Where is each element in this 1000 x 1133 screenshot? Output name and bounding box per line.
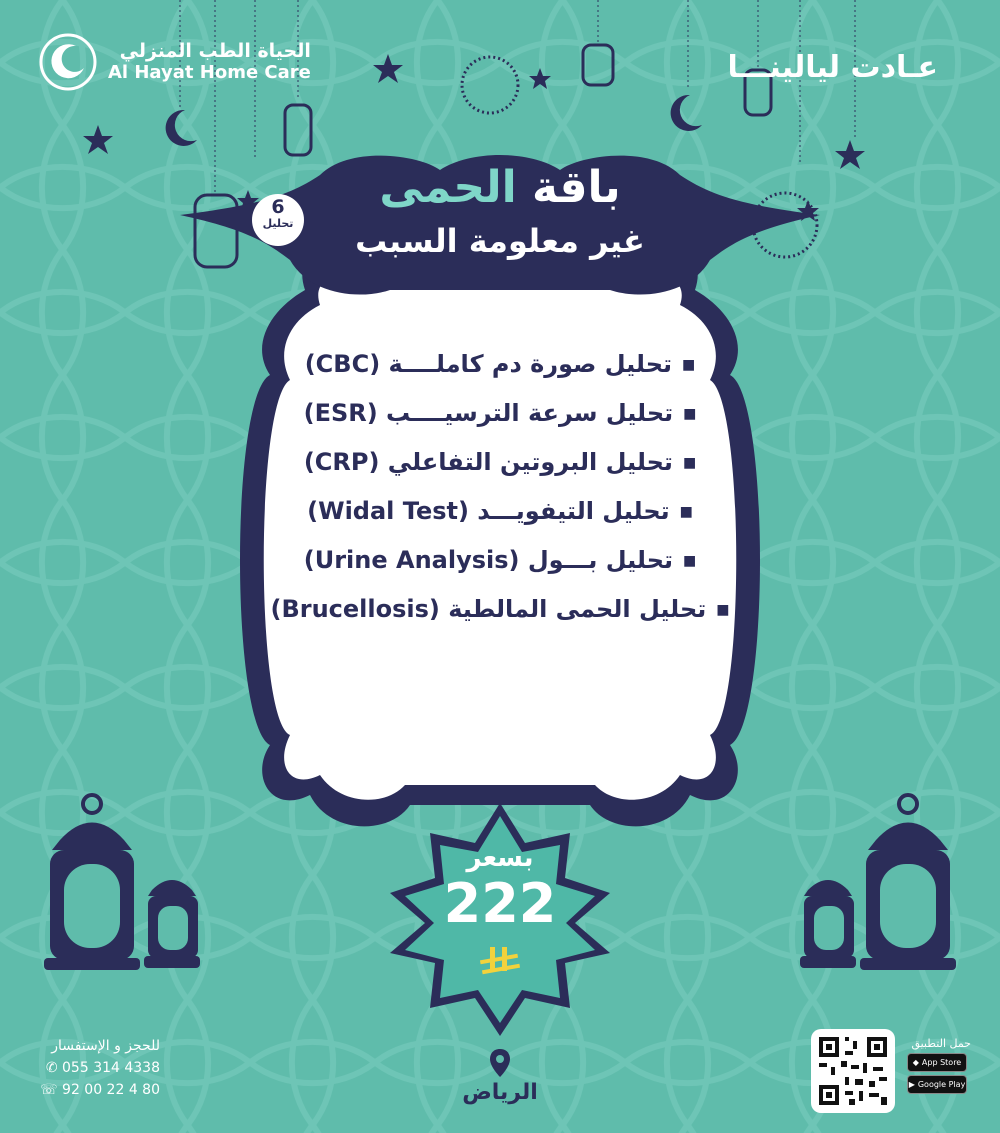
bullet-icon: ■ <box>716 601 730 618</box>
star-icon <box>83 125 113 154</box>
list-item: ■تحليل سرعة الترسيــــب (ESR) <box>303 399 697 427</box>
lantern-right-icon <box>800 790 960 975</box>
whatsapp-number[interactable]: ✆ 055 314 4338 <box>45 1060 160 1076</box>
brand-name-ar: الحياة الطب المنزلي <box>119 39 311 62</box>
test-count-badge <box>252 194 304 246</box>
package-title-prefix: باقة <box>532 162 621 213</box>
list-item: ■تحليل الحمى المالطية (Brucellosis) <box>270 595 730 623</box>
brand-name-en: Al Hayat Home Care <box>108 61 311 83</box>
saudi-riyal-icon <box>478 945 522 977</box>
crescent-moon-icon <box>671 95 702 131</box>
crescent-logo-icon <box>38 32 98 92</box>
bullet-icon: ■ <box>679 503 693 520</box>
lantern-left-icon <box>40 790 200 975</box>
list-item: ■تحليل صورة دم كاملــــة (CBC) <box>304 350 696 378</box>
qr-code[interactable] <box>811 1029 895 1113</box>
list-item: ■تحليل بـــول (Urine Analysis) <box>303 546 697 574</box>
brand-logo <box>38 32 311 92</box>
location-pin-icon <box>489 1048 511 1078</box>
test-count-unit: تحليل <box>262 217 294 230</box>
test-count: 6 <box>271 196 285 218</box>
package-subtitle: غير معلومة السبب <box>355 222 645 260</box>
price-label: بسعر <box>466 843 534 873</box>
play-icon: ▶ <box>908 1080 915 1089</box>
download-app-label: حمل التطبيق <box>911 1037 971 1050</box>
tests-list <box>230 340 770 634</box>
city-name: الرياض <box>462 1080 538 1105</box>
contact-info <box>38 1035 160 1101</box>
whatsapp-icon: ✆ <box>45 1060 58 1076</box>
bullet-icon: ■ <box>682 356 696 373</box>
bullet-icon: ■ <box>683 552 697 569</box>
list-item: ■تحليل البروتين التفاعلي (CRP) <box>303 448 697 476</box>
contact-title: للحجز و الإستفسار <box>51 1038 160 1054</box>
bullet-icon: ■ <box>683 405 697 422</box>
app-store-button[interactable]: ◆ App Store <box>907 1053 967 1072</box>
package-title <box>300 162 700 213</box>
star-icon <box>529 68 551 89</box>
apple-icon: ◆ <box>912 1058 919 1067</box>
google-play-button[interactable]: ▶ Google Play <box>907 1075 967 1094</box>
star-icon <box>835 140 865 169</box>
star-icon <box>373 54 403 83</box>
phone-icon: ☏ <box>40 1082 58 1098</box>
slogan: عـادت ليالينـــا <box>727 50 938 85</box>
price-value: 222 <box>443 872 557 935</box>
dotted-moon-icon <box>462 57 518 113</box>
bullet-icon: ■ <box>682 454 697 471</box>
list-item: ■تحليل التيفويـــد (Widal Test) <box>307 497 693 525</box>
phone-number[interactable]: ☏ 92 00 22 4 80 <box>40 1082 160 1098</box>
lantern-icon <box>583 45 613 85</box>
qr-code-icon <box>811 1029 895 1113</box>
package-title-highlight: الحمى <box>379 162 517 213</box>
